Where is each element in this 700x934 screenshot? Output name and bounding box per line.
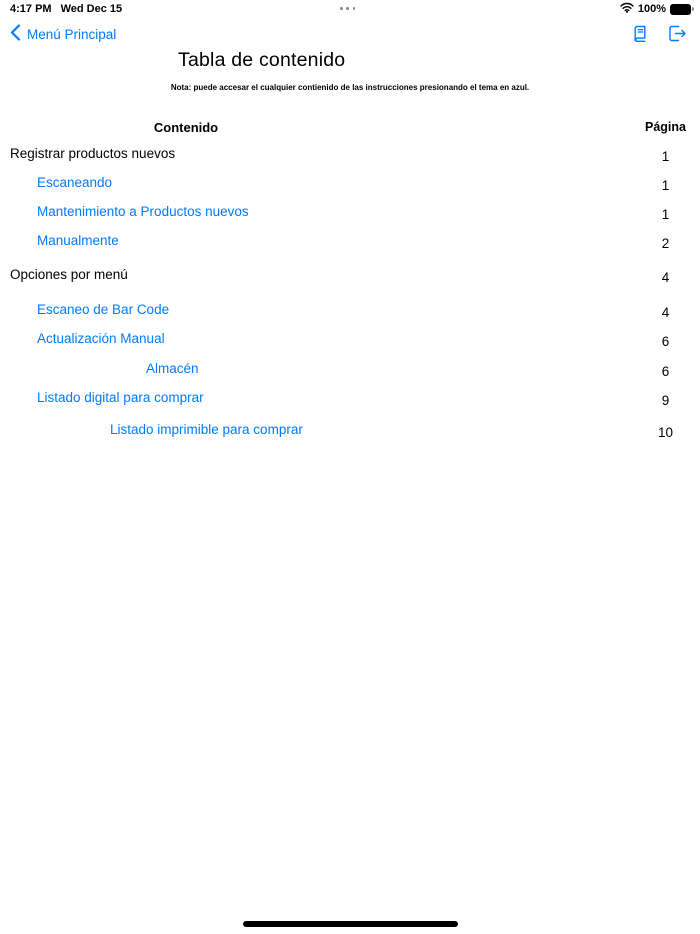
toc-item-page: 1 (661, 207, 670, 222)
toc-link[interactable]: Actualización Manual (37, 331, 165, 346)
toc-row (0, 204, 700, 220)
toc-link[interactable]: Mantenimiento a Productos nuevos (37, 204, 249, 219)
toc-item-page: 2 (661, 236, 670, 251)
toc-item-label: Registrar productos nuevos (10, 146, 176, 161)
toc-item-page: 6 (661, 364, 670, 379)
toc-link[interactable]: Listado digital para comprar (37, 390, 204, 405)
toc-row (0, 390, 700, 406)
toc-item-label: Opciones por menú (10, 267, 128, 282)
toc-row (0, 175, 700, 191)
page-title: Tabla de contenido (178, 49, 346, 71)
toc-row (0, 422, 700, 438)
clock: 4:17 PM (10, 3, 52, 15)
toc-row (0, 146, 700, 162)
note-text: Nota: puede accesar el cualquier contienido de las instrucciones presionando el tema en azul. (170, 83, 530, 92)
home-indicator[interactable] (243, 921, 458, 927)
toc-link[interactable]: Escaneando (37, 175, 113, 190)
battery-percent: 100% (637, 3, 666, 15)
back-button-label: Menú Principal (27, 26, 117, 42)
toc-link[interactable]: Almacén (146, 361, 199, 376)
toc-link[interactable]: Manualmente (37, 233, 119, 248)
toc-link[interactable]: Escaneo de Bar Code (37, 302, 170, 317)
toc-item-page: 1 (661, 149, 670, 164)
toc-item-page: 1 (661, 178, 670, 193)
toc-row (0, 233, 700, 249)
toc-item-page: 9 (661, 393, 670, 408)
toc-item-page: 6 (661, 334, 670, 349)
column-header-page: Página (645, 120, 686, 134)
column-header-content: Contenido (153, 120, 219, 135)
toc-item-page: 10 (657, 425, 674, 440)
toc-row (0, 267, 700, 283)
toc-row (0, 302, 700, 318)
toc-row (0, 331, 700, 347)
toc-link[interactable]: Listado imprimible para comprar (110, 422, 303, 437)
toc-row (0, 361, 700, 377)
toc-rows (0, 0, 700, 460)
toc-item-page: 4 (661, 270, 670, 285)
toc-item-page: 4 (661, 305, 670, 320)
date: Wed Dec 15 (60, 3, 123, 15)
